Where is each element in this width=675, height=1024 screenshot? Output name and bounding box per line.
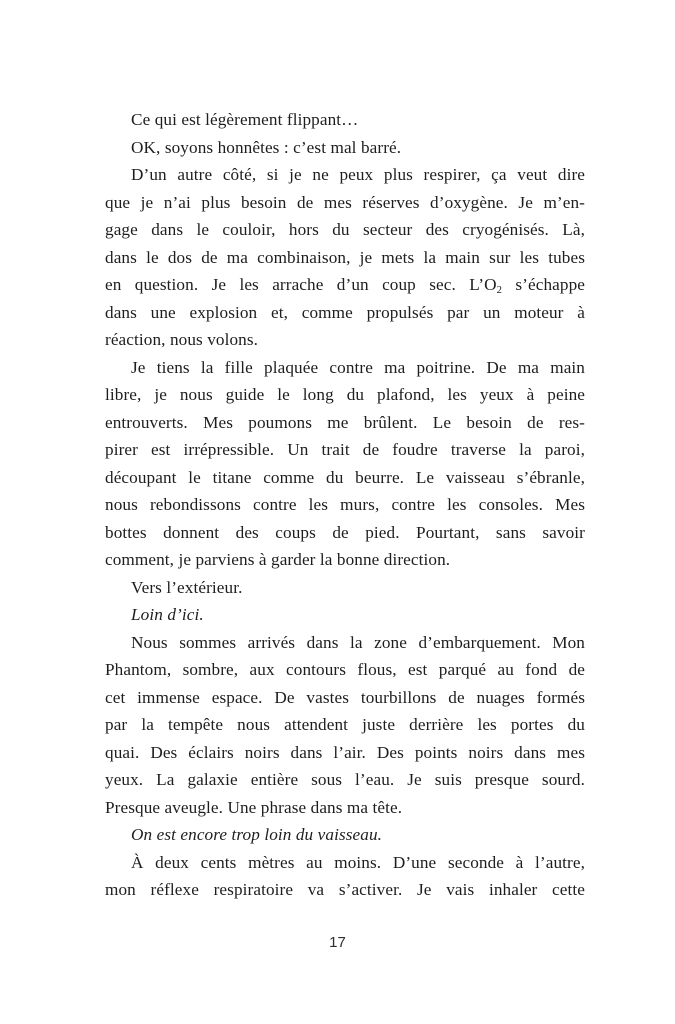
text-segment: s’échappe bbox=[502, 275, 585, 294]
text-line: cet immense espace. De vastes tourbillons de nuages formés bbox=[105, 687, 585, 707]
text-line: que je n’ai plus besoin de mes réserves d’oxygène. Je m’en- bbox=[105, 192, 585, 212]
text-line: mon réflexe respiratoire va s’activer. Je vais inhaler cette bbox=[105, 880, 585, 899]
text-line: nous rebondissons contre les murs, contre les consoles. Mes bbox=[105, 495, 585, 514]
text-line: À deux cents mètres au moins. D’une seconde à l’autre, bbox=[131, 852, 585, 872]
text-line: Loin d’ici. bbox=[131, 605, 204, 624]
text-line: dans le dos de ma combinaison, je mets la main sur les tubes bbox=[105, 247, 585, 267]
text-line: Presque aveugle. Une phrase dans ma tête. bbox=[105, 797, 403, 817]
text-line: entrouverts. Mes poumons me brûlent. Le besoin de res- bbox=[105, 412, 585, 432]
text-line: D’un autre côté, si je ne peux plus respirer, ça veut dire bbox=[131, 165, 585, 184]
text-line: par la tempête nous attendent juste derrière les portes du bbox=[105, 715, 585, 734]
text-line: comment, je parviens à garder la bonne direction. bbox=[105, 550, 451, 569]
subscript-text: 2 bbox=[496, 284, 503, 296]
text-segment: en question. Je les arrache d’un coup sec. L’O bbox=[105, 275, 497, 294]
text-line: Vers l’extérieur. bbox=[131, 577, 243, 597]
text-line: libre, je nous guide le long du plafond, les yeux à peine bbox=[105, 385, 585, 404]
text-line: Ce qui est légèrement flippant… bbox=[131, 110, 359, 129]
text-line: Nous sommes arrivés dans la zone d’embarquement. Mon bbox=[131, 632, 585, 652]
text-line: gage dans le couloir, hors du secteur des cryogénisés. Là, bbox=[105, 220, 585, 239]
text-line: On est encore trop loin du vaisseau. bbox=[131, 825, 383, 844]
text-line: bottes donnent des coups de pied. Pourtant, sans savoir bbox=[105, 522, 585, 542]
text-line: Phantom, sombre, aux contours flous, est parqué au fond de bbox=[105, 660, 585, 679]
text-line: yeux. La galaxie entière sous l’eau. Je suis presque sourd. bbox=[105, 770, 585, 789]
text-line: découpant le titane comme du beurre. Le vaisseau s’ébranle, bbox=[105, 467, 585, 487]
page-number: 17 bbox=[329, 934, 346, 951]
text-line: OK, soyons honnêtes : c’est mal barré. bbox=[131, 137, 402, 157]
text-line: quai. Des éclairs noirs dans l’air. Des points noirs dans mes bbox=[105, 742, 585, 762]
text-line: réaction, nous volons. bbox=[105, 330, 259, 349]
text-line: dans une explosion et, comme propulsés par un moteur à bbox=[105, 302, 585, 322]
text-line bbox=[105, 271, 585, 299]
page-text bbox=[105, 106, 585, 904]
text-line: pirer est irrépressible. Un trait de foudre traverse la paroi, bbox=[105, 440, 585, 459]
text-line: Je tiens la fille plaquée contre ma poitrine. De ma main bbox=[131, 357, 585, 377]
